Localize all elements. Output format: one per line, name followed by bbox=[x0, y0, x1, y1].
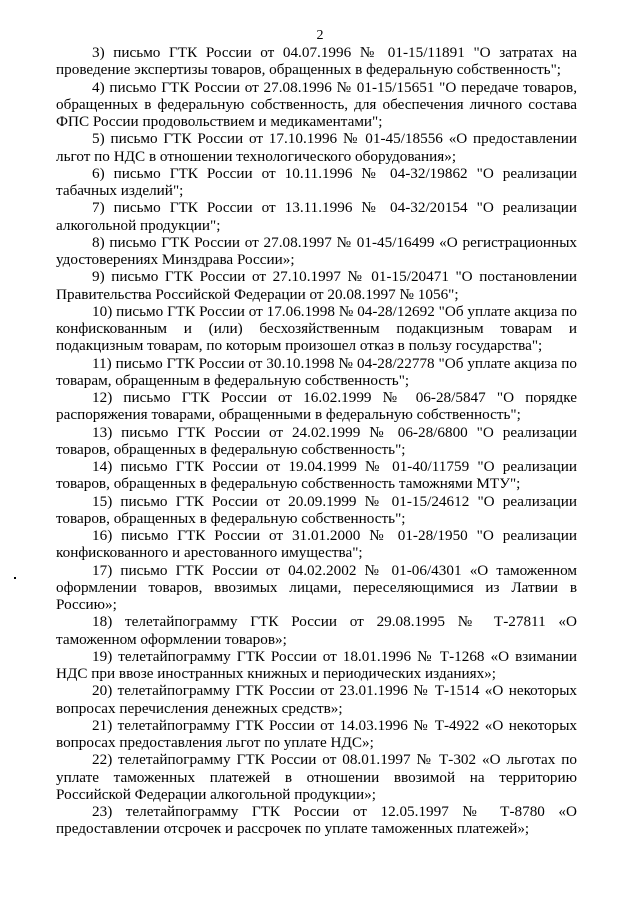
list-item-4: 4) письмо ГТК России от 27.08.1996 № 01-15/15651 "О передаче товаров, обращенных в федеральную собственность, для обеспечения личного состава ФПС России продовольствием и медикаментами"; bbox=[56, 78, 577, 130]
list-item-22: 22) телетайпограмму ГТК России от 08.01.1997 № Т-302 «О льготах по уплате таможенных платежей в отношении ввозимой на территорию Российской Федерации алкогольной продукции»; bbox=[56, 751, 577, 803]
list-item-14: 14) письмо ГТК России от 19.04.1999 № 01-40/11759 "О реализации товаров, обращенных в федеральную собственность таможнями МТУ"; bbox=[56, 458, 577, 493]
list-item-6: 6) письмо ГТК России от 10.11.1996 № 04-32/19862 "О реализации табачных изделий"; bbox=[56, 164, 577, 199]
margin-mark bbox=[14, 577, 16, 579]
list-item-9: 9) письмо ГТК России от 27.10.1997 № 01-15/20471 "О постановлении Правительства Российской Федерации от 20.08.1997 № 1056"; bbox=[56, 268, 577, 303]
list-item-8: 8) письмо ГТК России от 27.08.1997 № 01-45/16499 «О регистрационных удостоверениях Минздрава России»; bbox=[56, 233, 577, 268]
list-item-5: 5) письмо ГТК России от 17.10.1996 № 01-45/18556 «О предоставлении льгот по НДС в отношении технологического оборудования»; bbox=[56, 130, 577, 165]
list-item-13: 13) письмо ГТК России от 24.02.1999 № 06-28/6800 "О реализации товаров, обращенных в федеральную собственность"; bbox=[56, 423, 577, 458]
list-item-21: 21) телетайпограмму ГТК России от 14.03.1996 № Т-4922 «О некоторых вопросах предоставления льгот по уплате НДС»; bbox=[56, 716, 577, 751]
list-item-23: 23) телетайпограмму ГТК России от 12.05.1997 № Т-8780 «О предоставлении отсрочек и рассрочек по уплате таможенных платежей»; bbox=[56, 803, 577, 838]
list-item-19: 19) телетайпограмму ГТК России от 18.01.1996 № Т-1268 «О взимании НДС при ввозе иностранных книжных и периодических изданиях»; bbox=[56, 647, 577, 682]
list-item-15: 15) письмо ГТК России от 20.09.1999 № 01-15/24612 "О реализации товаров, обращенных в федеральную собственность"; bbox=[56, 492, 577, 527]
list-item-18: 18) телетайпограмму ГТК России от 29.08.1995 № Т-27811 «О таможенном оформлении товаров»; bbox=[56, 613, 577, 648]
list-item-20: 20) телетайпограмму ГТК России от 23.01.1996 № Т-1514 «О некоторых вопросах перечисления денежных средств»; bbox=[56, 682, 577, 717]
document-list bbox=[56, 44, 577, 838]
page-number: 2 bbox=[316, 28, 324, 43]
list-item-10: 10) письмо ГТК России от 17.06.1998 № 04-28/12692 "Об уплате акциза по конфискованным и (или) бесхозяйственным подакцизным товарам и подакцизным товарам, по которым произошел отказ в пользу государства"; bbox=[56, 302, 577, 355]
list-item-17: 17) письмо ГТК России от 04.02.2002 № 01-06/4301 «О таможенном оформлении товаров, ввозимых лицами, переселяющимися из Латвии в Россию»; bbox=[56, 561, 577, 613]
list-item-7: 7) письмо ГТК России от 13.11.1996 № 04-32/20154 "О реализации алкогольной продукции"; bbox=[56, 199, 577, 234]
list-item-16: 16) письмо ГТК России от 31.01.2000 № 01-28/1950 "О реализации конфискованного и арестованного имущества"; bbox=[56, 527, 577, 562]
list-item-11: 11) письмо ГТК России от 30.10.1998 № 04-28/22778 "Об уплате акциза по товарам, обращенным в федеральную собственность"; bbox=[56, 354, 577, 389]
list-item-3: 3) письмо ГТК России от 04.07.1996 № 01-15/11891 "О затратах на проведение экспертизы товаров, обращенных в федеральную собственность"; bbox=[56, 44, 577, 79]
list-item-12: 12) письмо ГТК России от 16.02.1999 № 06-28/5847 "О порядке распоряжения товарами, обращенными в федеральную собственность"; bbox=[56, 389, 577, 424]
